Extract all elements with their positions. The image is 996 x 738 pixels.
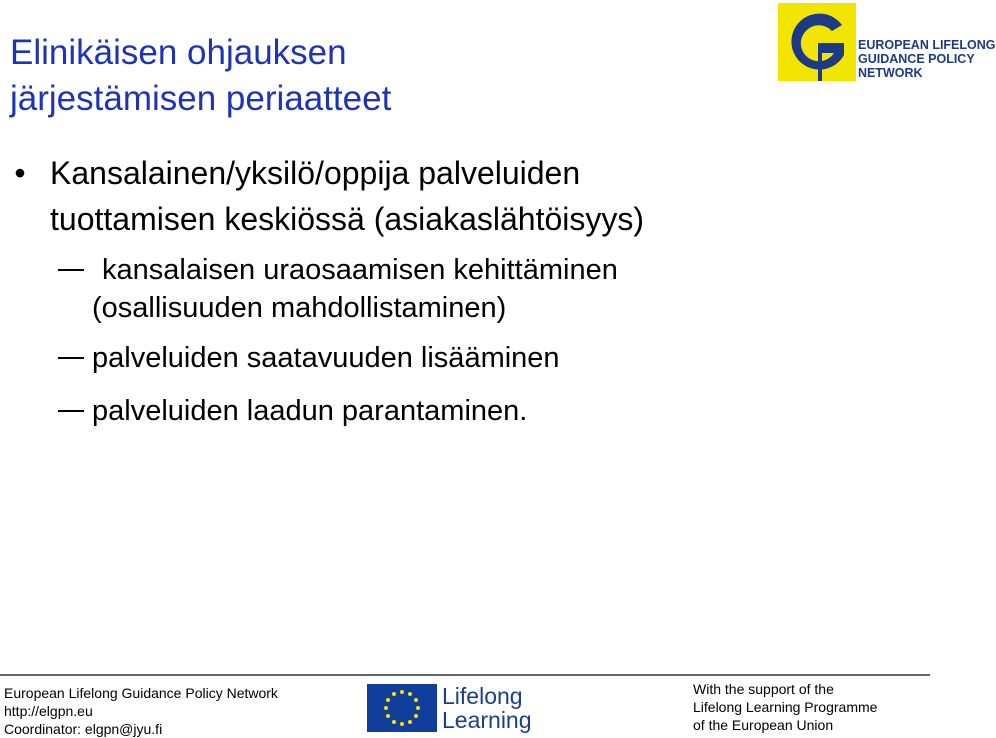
logo-text-line-1: EUROPEAN LIFELONG	[858, 38, 996, 52]
dash-icon	[58, 410, 84, 412]
lifelong-learning-logo	[442, 684, 532, 732]
slide-title	[10, 30, 710, 122]
footer-support-note	[693, 680, 877, 734]
main-bullet-text	[50, 150, 850, 242]
sub-bullet-2-text	[92, 339, 852, 377]
sub-bullet-1-line-2: (osallisuuden mahdollistaminen)	[92, 292, 507, 324]
dash-icon	[58, 357, 84, 359]
footer-website-link[interactable]: http://elgpn.eu	[4, 703, 93, 719]
footer-org-name: European Lifelong Guidance Policy Network	[4, 685, 278, 701]
slide-title-line-1: Elinikäisen ohjauksen	[10, 33, 347, 72]
support-line-3: of the European Union	[693, 717, 834, 733]
logo-text-line-3: NETWORK	[858, 66, 923, 80]
sub-bullet-3-line-1: palveluiden laadun parantaminen.	[92, 395, 528, 427]
main-bullet-line-2: tuottamisen keskiössä (asiakaslähtöisyys)	[50, 201, 645, 237]
support-line-2: Lifelong Learning Programme	[693, 699, 878, 715]
footer-divider	[0, 674, 930, 676]
lifelong-learning-line-2: Learning	[442, 707, 532, 733]
footer-coordinator-email[interactable]: Coordinator: elgpn@jyu.fi	[4, 721, 163, 737]
elgpn-logo	[778, 3, 996, 83]
footer-contact	[4, 684, 278, 738]
sub-bullet-2-line-1: palveluiden saatavuuden lisääminen	[92, 342, 560, 374]
eu-flag-icon	[367, 684, 437, 732]
lifelong-learning-line-1: Lifelong	[442, 683, 523, 709]
slide-title-line-2: järjestämisen periaatteet	[10, 79, 392, 118]
support-line-1: With the support of the	[693, 681, 834, 697]
dash-icon	[58, 269, 84, 271]
sub-bullet-1-line-1: kansalaisen uraosaamisen kehittäminen	[102, 254, 618, 286]
bullet-dot-icon: •	[14, 155, 26, 191]
elgpn-logo-text	[858, 38, 996, 80]
main-bullet-line-1: Kansalainen/yksilö/oppija palveluiden	[50, 155, 581, 191]
elgpn-logo-icon	[778, 3, 856, 81]
logo-text-line-2: GUIDANCE POLICY	[858, 52, 975, 66]
sub-bullet-3-text	[92, 392, 852, 430]
sub-bullet-1-text	[92, 251, 852, 327]
